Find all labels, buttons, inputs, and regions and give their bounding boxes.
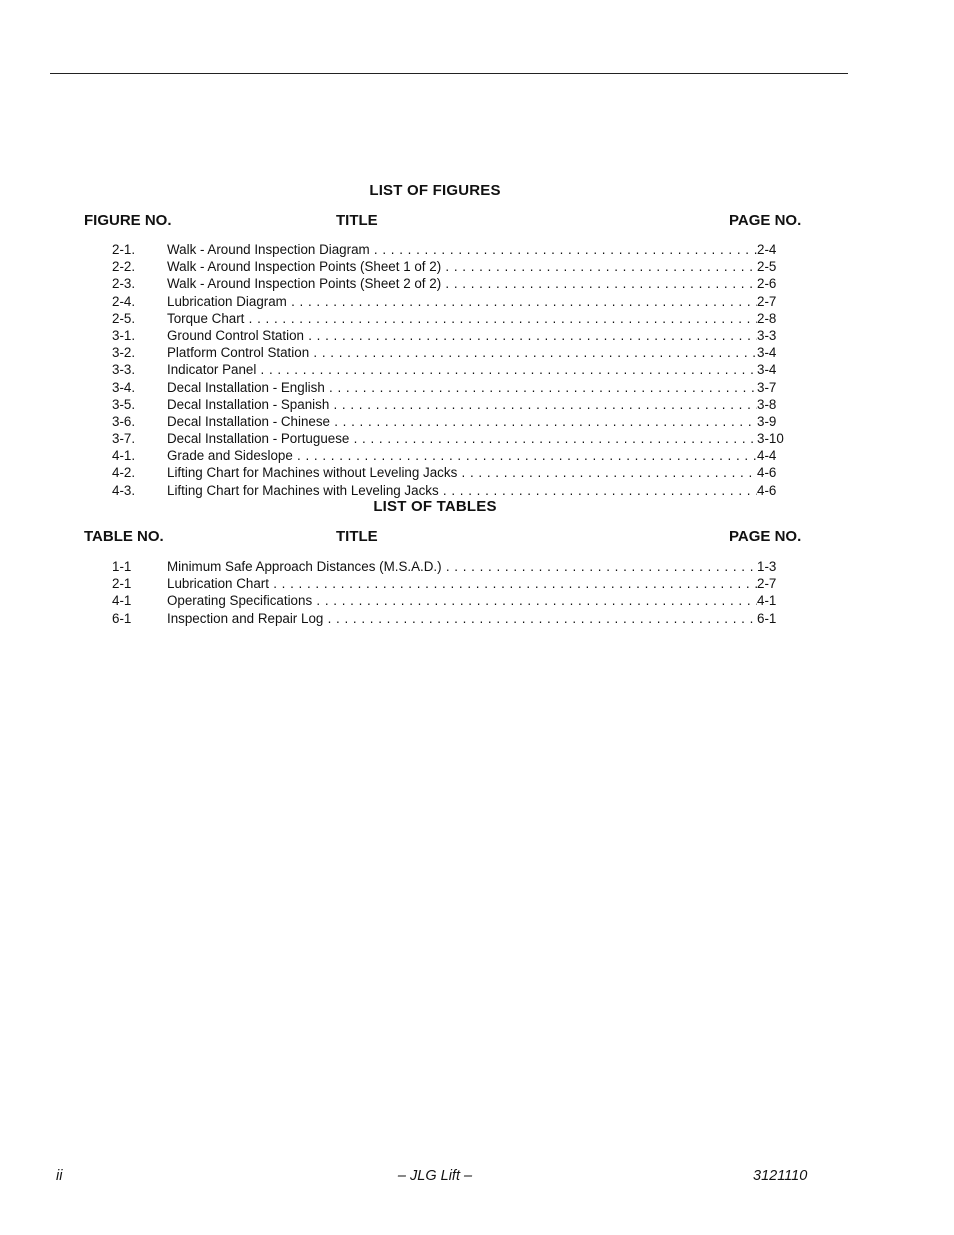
figure-title-header: TITLE: [336, 212, 378, 229]
table-title: Inspection and Repair Log: [167, 610, 324, 626]
figure-number: 3-6.: [112, 413, 136, 429]
figure-page: 4-6: [757, 465, 777, 481]
list-of-tables-title: LIST OF TABLES: [373, 498, 497, 515]
figure-entry[interactable]: [112, 430, 812, 447]
figure-title: Indicator Panel: [167, 362, 257, 378]
figure-page: 4-6: [757, 482, 777, 498]
figure-number: 2-1.: [112, 242, 136, 257]
figure-number: 2-2.: [112, 259, 136, 275]
table-page: 6-1: [757, 610, 777, 626]
table-entry[interactable]: [112, 610, 812, 627]
footer-doc-number: 3121110: [753, 1168, 808, 1184]
figure-number: 4-2.: [112, 465, 136, 481]
figure-title: Grade and Sideslope: [167, 448, 293, 464]
figure-title: Lubrication Diagram: [167, 293, 287, 309]
table-page-header: PAGE NO.: [729, 528, 802, 545]
tables-list: [112, 558, 812, 627]
figure-entry[interactable]: [112, 361, 812, 378]
figure-number: 4-1.: [112, 448, 136, 464]
figure-entry[interactable]: [112, 344, 812, 361]
figure-entry[interactable]: [112, 327, 812, 344]
figure-number: 3-7.: [112, 431, 136, 447]
table-title: Minimum Safe Approach Distances (M.S.A.D.): [167, 559, 442, 574]
figure-number: 3-4.: [112, 379, 136, 395]
figure-page: 3-9: [757, 413, 777, 429]
figure-entry[interactable]: [112, 293, 812, 310]
table-number: 2-1: [112, 576, 132, 592]
figure-page: 2-5: [757, 259, 777, 275]
figure-title: Torque Chart: [167, 310, 245, 326]
figure-number: 3-3.: [112, 362, 136, 378]
table-page: 2-7: [757, 576, 777, 592]
figure-number: 3-1.: [112, 327, 136, 343]
figure-page: 3-8: [757, 396, 777, 412]
figure-title: Lifting Chart for Machines with Leveling Jacks: [167, 482, 439, 498]
table-number: 1-1: [112, 559, 132, 574]
figure-title: Decal Installation - Spanish: [167, 396, 330, 412]
figure-number: 4-3.: [112, 482, 136, 498]
figure-no-header: FIGURE NO.: [84, 212, 172, 229]
figure-entry[interactable]: [112, 310, 812, 327]
figure-entry[interactable]: [112, 379, 812, 396]
table-entry[interactable]: [112, 558, 812, 575]
figure-page-header: PAGE NO.: [729, 212, 802, 229]
figure-title: Walk - Around Inspection Points (Sheet 1 of 2): [167, 259, 442, 275]
table-entry[interactable]: [112, 575, 812, 592]
figure-title: Platform Control Station: [167, 345, 310, 361]
table-number: 6-1: [112, 610, 132, 626]
footer-publication: – JLG Lift –: [397, 1168, 473, 1184]
table-page: 4-1: [757, 593, 777, 609]
figure-number: 3-2.: [112, 345, 136, 361]
list-of-figures-title: LIST OF FIGURES: [369, 182, 501, 199]
figure-page: 2-4: [757, 242, 777, 257]
figure-number: 2-4.: [112, 293, 136, 309]
figure-title: Ground Control Station: [167, 327, 304, 343]
figure-page: 2-6: [757, 276, 777, 292]
table-page: 1-3: [757, 559, 777, 574]
header-rule: [50, 73, 848, 74]
figure-page: 3-7: [757, 379, 777, 395]
figure-title: Decal Installation - Chinese: [167, 413, 331, 429]
figure-page: 3-3: [757, 327, 777, 343]
table-title: Operating Specifications: [167, 593, 313, 609]
figure-number: 2-5.: [112, 310, 136, 326]
figure-title: Walk - Around Inspection Diagram: [167, 242, 370, 257]
figure-entry[interactable]: [112, 275, 812, 292]
figure-page: 2-8: [757, 310, 777, 326]
figure-page: 3-4: [757, 362, 777, 378]
footer-page-number: ii: [56, 1168, 63, 1184]
figure-title: Decal Installation - English: [167, 379, 325, 395]
figure-entry[interactable]: [112, 447, 812, 464]
table-title: Lubrication Chart: [167, 576, 269, 592]
figure-entry[interactable]: [112, 413, 812, 430]
figure-entry[interactable]: [112, 464, 812, 481]
figure-page: 3-10: [757, 431, 784, 447]
figure-entry[interactable]: [112, 258, 812, 275]
figure-page: 2-7: [757, 293, 777, 309]
figure-number: 2-3.: [112, 276, 136, 292]
table-entry[interactable]: [112, 592, 812, 609]
figure-page: 3-4: [757, 345, 777, 361]
figure-title: Lifting Chart for Machines without Leveling Jacks: [167, 465, 458, 481]
table-title-header: TITLE: [336, 528, 378, 545]
table-no-header: TABLE NO.: [84, 528, 164, 545]
table-number: 4-1: [112, 593, 132, 609]
figure-entry[interactable]: [112, 241, 812, 258]
figure-title: Walk - Around Inspection Points (Sheet 2 of 2): [167, 276, 442, 292]
figure-number: 3-5.: [112, 396, 136, 412]
figure-title: Decal Installation - Portuguese: [167, 431, 350, 447]
figure-entry[interactable]: [112, 482, 812, 499]
figures-list: [112, 241, 812, 499]
figure-entry[interactable]: [112, 396, 812, 413]
figure-page: 4-4: [757, 448, 777, 464]
